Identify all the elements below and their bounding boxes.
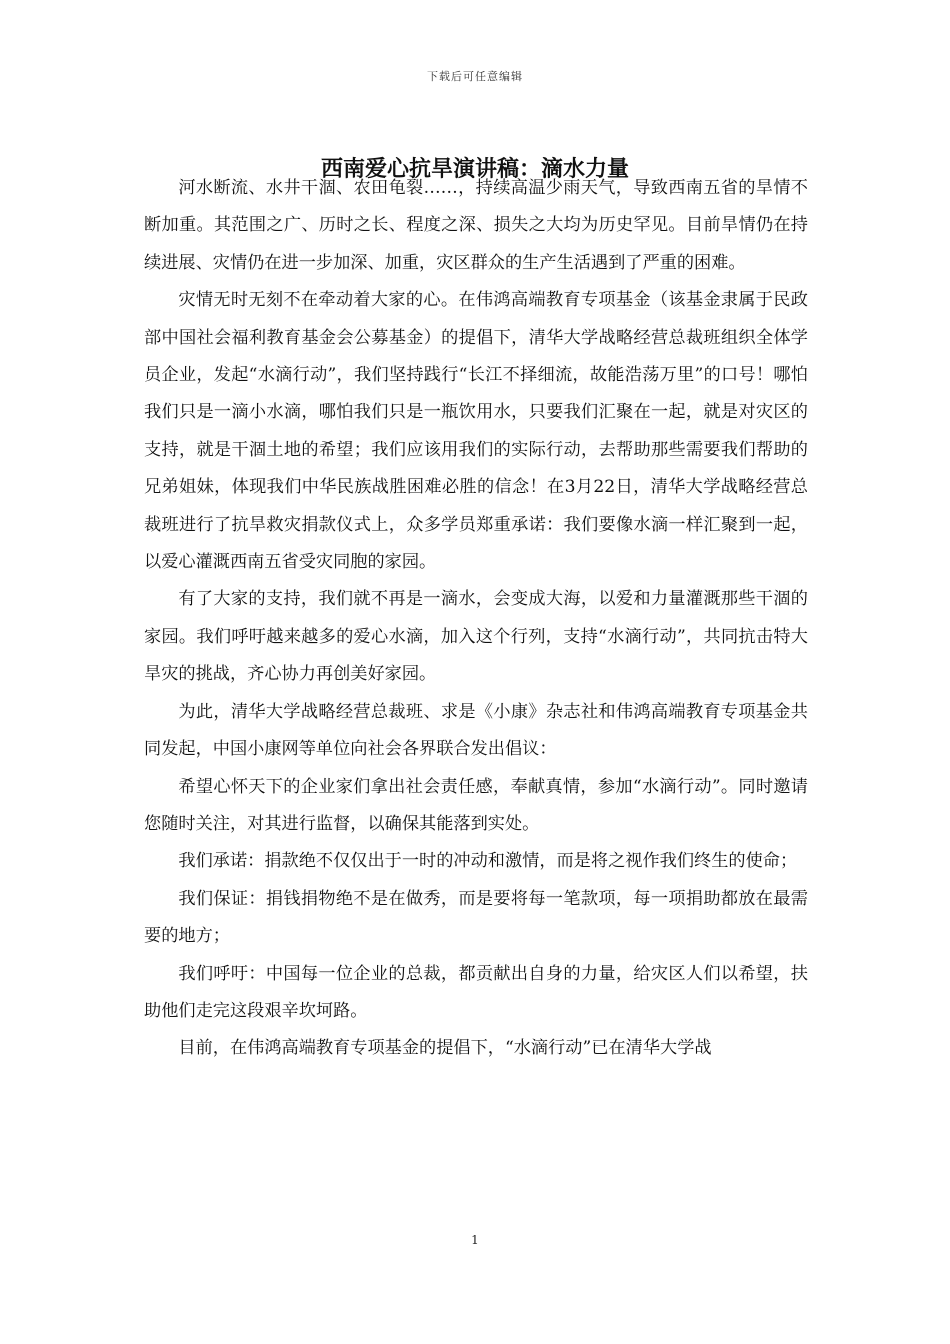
paragraph: 目前，在伟鸿高端教育专项基金的提倡下，“水滴行动”已在清华大学战 [178,1038,712,1059]
paragraph: 我们呼吁：中国每一位企业的总裁，都贡献出自身的力量，给灾区人们以希望，扶助他们走完这段艰辛坎坷路。 [144,963,808,1021]
paragraph: 希望心怀天下的企业家们拿出社会责任感，奉献真情，参加“水滴行动”。同时邀请您随时关注，对其进行监督，以确保其能落到实处。 [144,776,808,834]
header-note: 下载后可任意编辑 [427,70,523,83]
paragraph: 有了大家的支持，我们就不再是一滴水，会变成大海，以爱和力量灌溉那些干涸的家园。我们呼吁越来越多的爱心水滴，加入这个行列，支持“水滴行动”，共同抗击特大旱灾的挑战，齐心协力再创美好家园。 [144,589,808,685]
document-body [144,170,808,1068]
page-number: 1 [471,1233,479,1247]
paragraph: 灾情无时无刻不在牵动着大家的心。在伟鸿高端教育专项基金（该基金隶属于民政部中国社会福利教育基金会公募基金）的提倡下，清华大学战略经营总裁班组织全体学员企业，发起“水滴行动”，我们坚持践行“长江不择细流，故能浩荡万里”的口号！哪怕我们只是一滴小水滴，哪怕我们只是一瓶饮用水，只要我们汇聚在一起，就是对灾区的支持，就是干涸土地的希望；我们应该用我们的实际行动，去帮助那些需要我们帮助的兄弟姐妹，体现我们中华民族战胜困难必胜的信念！在3月22日，清华大学战略经营总裁班进行了抗旱救灾捐款仪式上，众多学员郑重承诺：我们要像水滴一样汇聚到一起，以爱心灌溉西南五省受灾同胞的家园。 [144,290,808,573]
paragraph: 河水断流、水井干涸、农田龟裂……，持续高温少雨天气，导致西南五省的旱情不断加重。其范围之广、历时之长、程度之深、损失之大均为历史罕见。目前旱情仍在持续进展、灾情仍在进一步加深、加重，灾区群众的生产生活遇到了严重的困难。 [144,178,808,273]
paragraph: 为此，清华大学战略经营总裁班、求是《小康》杂志社和伟鸿高端教育专项基金共同发起，中国小康网等单位向社会各界联合发出倡议： [144,701,808,760]
document-title: 西南爱心抗旱演讲稿：滴水力量 [320,157,629,182]
paragraph: 我们保证：捐钱捐物绝不是在做秀，而是要将每一笔款项，每一项捐助都放在最需要的地方； [144,888,808,947]
paragraph: 我们承诺：捐款绝不仅仅出于一时的冲动和激情，而是将之视作我们终生的使命； [178,851,798,872]
